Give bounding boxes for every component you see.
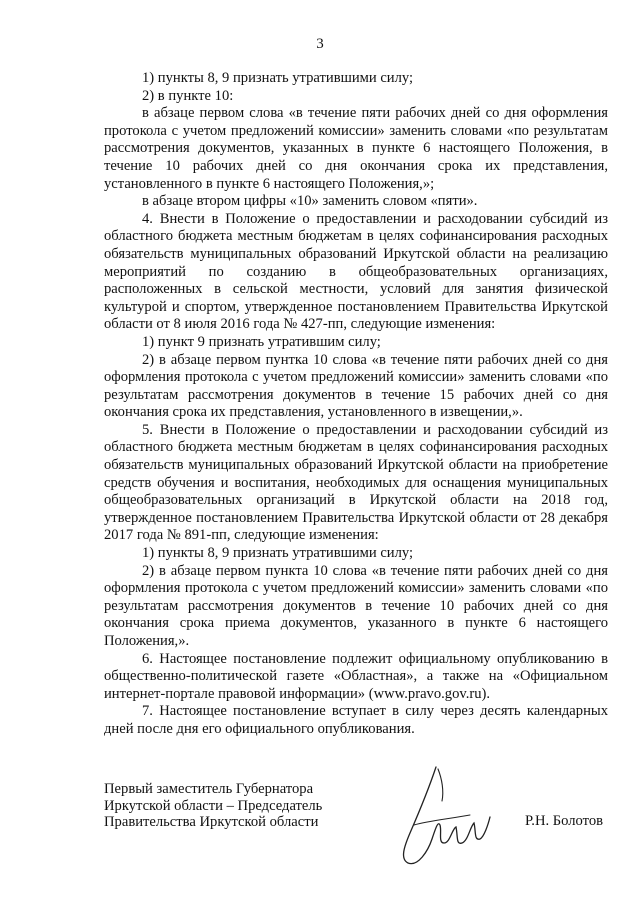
signatory-position-line: Правительства Иркутской области (104, 814, 319, 830)
paragraph: в абзаце первом слова «в течение пяти рабочих дней со дня оформления протокола с учетом предложений комиссии» заменить словами «по результатам рассмотрения документов, указанных в пункте 6 настоящего Положения, в течение 10 рабочих дней со дня окончания срока их представления, установленного в пункте 6 настоящего Положения,»; (104, 105, 608, 192)
paragraph: 2) в абзаце первом пункта 10 слова «в течение пяти рабочих дней со дня оформления протокола с учетом предложений комиссии» заменить словами «по результатам рассмотрения документов в течение 10 рабочих дней со дня окончания срока приема документов, указанного в пункте 6 настоящего Положения,». (104, 562, 608, 649)
paragraph: 4. Внести в Положение о предоставлении и расходовании субсидий из областного бюджета местным бюджетам в целях софинансирования расходных обязательств муниципальных образований Иркутской области на реализацию мероприятий по созданию в общеобразовательных организациях, расположенных в сельской местности, условий для занятия физической культурой и спортом, утвержденное постановлением Правительства Иркутской области от 8 июля 2016 года № 427-пп, следующие изменения: (104, 210, 608, 333)
paragraph: 6. Настоящее постановление подлежит официальному опубликованию в общественно-политической газете «Областная», а также на «Официальном интернет-портале правовой информации» (www.pravo.gov.ru). (104, 650, 608, 702)
paragraph: 5. Внести в Положение о предоставлении и расходовании субсидий из областного бюджета местным бюджетам в целях софинансирования расходных обязательств муниципальных образований Иркутской области на приобретение средств обучения и воспитания, необходимых для оснащения муниципальных общеобразовательных организаций в Иркутской области на 2018 год, утвержденное постановлением Правительства Иркутской области от 28 декабря 2017 года № 891-пп, следующие изменения: (104, 421, 608, 544)
handwritten-signature (378, 755, 498, 875)
document-body (104, 70, 608, 739)
signatory-name: Р.Н. Болотов (525, 813, 604, 829)
paragraph: 2) в абзаце первом пунтка 10 слова «в течение пяти рабочих дней со дня оформления протокола с учетом предложений комиссии» заменить словами «по результатам рассмотрения документов в течение 15 рабочих дней со дня окончания срока их представления, установленного в извещении,». (104, 351, 608, 421)
paragraph: 2) в пункте 10: (142, 87, 234, 104)
paragraph: 1) пункты 8, 9 признать утратившими силу; (142, 70, 414, 86)
signatory-position-line: Иркутской области – Председатель (104, 797, 323, 814)
page-number: 3 (316, 36, 324, 52)
signatory-position-line: Первый заместитель Губернатора (104, 781, 314, 797)
paragraph: 1) пункт 9 признать утратившим силу; (142, 333, 381, 350)
signatory-position (104, 781, 322, 831)
paragraph: 1) пункты 8, 9 признать утратившими силу; (142, 545, 414, 562)
paragraph: в абзаце втором цифры «10» заменить словом «пяти». (142, 193, 478, 210)
paragraph: 7. Настоящее постановление вступает в силу через десять календарных дней после дня его официального опубликования. (104, 703, 608, 737)
